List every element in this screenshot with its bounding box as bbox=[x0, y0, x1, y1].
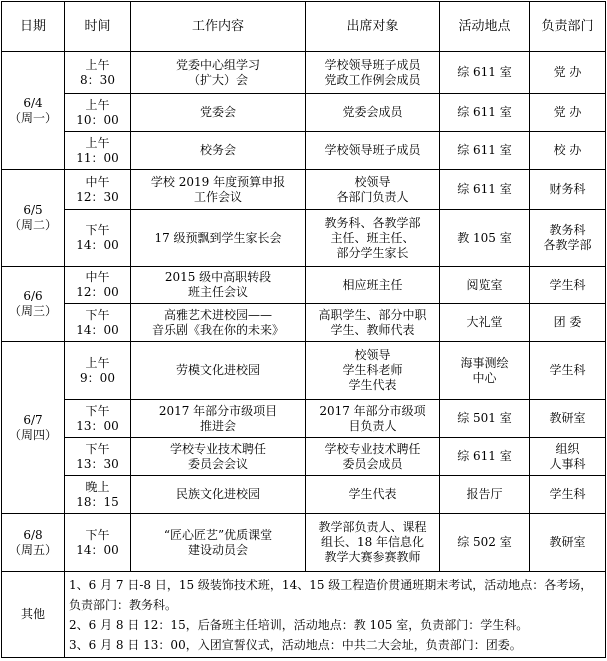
time-cell: 上午 9：00 bbox=[65, 342, 131, 400]
dept-cell: 教研室 bbox=[530, 400, 606, 438]
table-row bbox=[2, 52, 606, 94]
date-cell: 6/8 （周五） bbox=[2, 514, 65, 572]
attendees-cell: 学校领导班子成员 bbox=[306, 132, 440, 170]
attendees-cell: 学校领导班子成员 党政工作例会成员 bbox=[306, 52, 440, 94]
other-note-2: 2、6 月 8 日 12：15，后备班主任培训，活动地点：教 105 室，负责部门：学生科。 bbox=[69, 617, 529, 632]
time-cell: 下午 13：30 bbox=[65, 438, 131, 476]
other-label: 其他 bbox=[2, 572, 65, 658]
location-cell: 教 105 室 bbox=[440, 210, 530, 267]
table-row bbox=[2, 476, 606, 514]
location-cell: 海事测绘 中心 bbox=[440, 342, 530, 400]
location-cell: 大礼堂 bbox=[440, 304, 530, 342]
content-cell: 民族文化进校园 bbox=[131, 476, 306, 514]
location-cell: 综 611 室 bbox=[440, 94, 530, 132]
dept-cell: 党 办 bbox=[530, 94, 606, 132]
table-row bbox=[2, 210, 606, 267]
content-cell: 2015 级中高职转段 班主任会议 bbox=[131, 267, 306, 304]
location-cell: 综 611 室 bbox=[440, 132, 530, 170]
dept-cell: 党 办 bbox=[530, 52, 606, 94]
attendees-cell: 高职学生、部分中职 学生、教师代表 bbox=[306, 304, 440, 342]
time-cell: 下午 14：00 bbox=[65, 514, 131, 572]
table-row bbox=[2, 94, 606, 132]
attendees-cell: 教务科、各教学部 主任、班主任、 部分学生家长 bbox=[306, 210, 440, 267]
attendees-cell: 校领导 各部门负责人 bbox=[306, 170, 440, 210]
location-cell: 综 611 室 bbox=[440, 170, 530, 210]
other-row bbox=[2, 572, 606, 658]
content-cell: 高雅艺术进校园—— 音乐剧《我在你的未来》 bbox=[131, 304, 306, 342]
time-cell: 下午 14：00 bbox=[65, 210, 131, 267]
location-cell: 综 502 室 bbox=[440, 514, 530, 572]
content-cell: 党委会 bbox=[131, 94, 306, 132]
attendees-cell: 校领导 学生科老师 学生代表 bbox=[306, 342, 440, 400]
attendees-cell: 相应班主任 bbox=[306, 267, 440, 304]
table-row bbox=[2, 342, 606, 400]
location-cell: 报告厅 bbox=[440, 476, 530, 514]
dept-cell: 财务科 bbox=[530, 170, 606, 210]
location-cell: 综 611 室 bbox=[440, 52, 530, 94]
dept-cell: 组织 人事科 bbox=[530, 438, 606, 476]
table-row bbox=[2, 304, 606, 342]
attendees-cell: 学生代表 bbox=[306, 476, 440, 514]
attendees-cell: 党委会成员 bbox=[306, 94, 440, 132]
header-dept: 负责部门 bbox=[530, 2, 606, 52]
table-row bbox=[2, 438, 606, 476]
date-cell: 6/6 （周三） bbox=[2, 267, 65, 342]
schedule-table bbox=[1, 1, 606, 658]
location-cell: 阅览室 bbox=[440, 267, 530, 304]
time-cell: 中午 12：30 bbox=[65, 170, 131, 210]
content-cell: 校务会 bbox=[131, 132, 306, 170]
content-cell: “匠心匠艺”优质课堂 建设动员会 bbox=[131, 514, 306, 572]
time-cell: 下午 13：00 bbox=[65, 400, 131, 438]
dept-cell: 校 办 bbox=[530, 132, 606, 170]
dept-cell: 学生科 bbox=[530, 476, 606, 514]
header-date: 日期 bbox=[2, 2, 65, 52]
content-cell: 党委中心组学习 （扩大）会 bbox=[131, 52, 306, 94]
content-cell: 学校专业技术聘任 委员会会议 bbox=[131, 438, 306, 476]
date-cell: 6/7 （周四） bbox=[2, 342, 65, 514]
location-cell: 综 501 室 bbox=[440, 400, 530, 438]
time-cell: 下午 14：00 bbox=[65, 304, 131, 342]
dept-cell: 学生科 bbox=[530, 267, 606, 304]
dept-cell: 团 委 bbox=[530, 304, 606, 342]
time-cell: 中午 12：00 bbox=[65, 267, 131, 304]
header-attendees: 出席对象 bbox=[306, 2, 440, 52]
content-cell: 17 级预飘到学生家长会 bbox=[131, 210, 306, 267]
content-cell: 劳模文化进校园 bbox=[131, 342, 306, 400]
table-row bbox=[2, 400, 606, 438]
header-content: 工作内容 bbox=[131, 2, 306, 52]
header-location: 活动地点 bbox=[440, 2, 530, 52]
other-note-1: 1、6 月 7 日-8 日，15 级装饰技术班，14、15 级工程造价贯通班期末考试，活动地点：各考场，负责部门：教务科。 bbox=[69, 577, 593, 612]
date-cell: 6/4 （周一） bbox=[2, 52, 65, 170]
time-cell: 上午 8：30 bbox=[65, 52, 131, 94]
time-cell: 晚上 18：15 bbox=[65, 476, 131, 514]
attendees-cell: 2017 年部分市级项 目负责人 bbox=[306, 400, 440, 438]
dept-cell: 学生科 bbox=[530, 342, 606, 400]
attendees-cell: 学校专业技术聘任 委员会成员 bbox=[306, 438, 440, 476]
table-row bbox=[2, 514, 606, 572]
content-cell: 学校 2019 年度预算申报 工作会议 bbox=[131, 170, 306, 210]
dept-cell: 教研室 bbox=[530, 514, 606, 572]
time-cell: 上午 11：00 bbox=[65, 132, 131, 170]
time-cell: 上午 10：00 bbox=[65, 94, 131, 132]
attendees-cell: 教学部负责人、课程 组长、18 年信息化 教学大赛参赛教师 bbox=[306, 514, 440, 572]
location-cell: 综 611 室 bbox=[440, 438, 530, 476]
date-cell: 6/5 （周二） bbox=[2, 170, 65, 267]
header-row bbox=[2, 2, 606, 52]
table-row bbox=[2, 267, 606, 304]
dept-cell: 教务科 各教学部 bbox=[530, 210, 606, 267]
table-row bbox=[2, 170, 606, 210]
content-cell: 2017 年部分市级项目 推进会 bbox=[131, 400, 306, 438]
other-note-3: 3、6 月 8 日 13：00，入团宣誓仪式，活动地点：中共二大会址，负责部门：团委。 bbox=[69, 637, 522, 652]
header-time: 时间 bbox=[65, 2, 131, 52]
other-notes bbox=[65, 572, 606, 658]
table-row bbox=[2, 132, 606, 170]
